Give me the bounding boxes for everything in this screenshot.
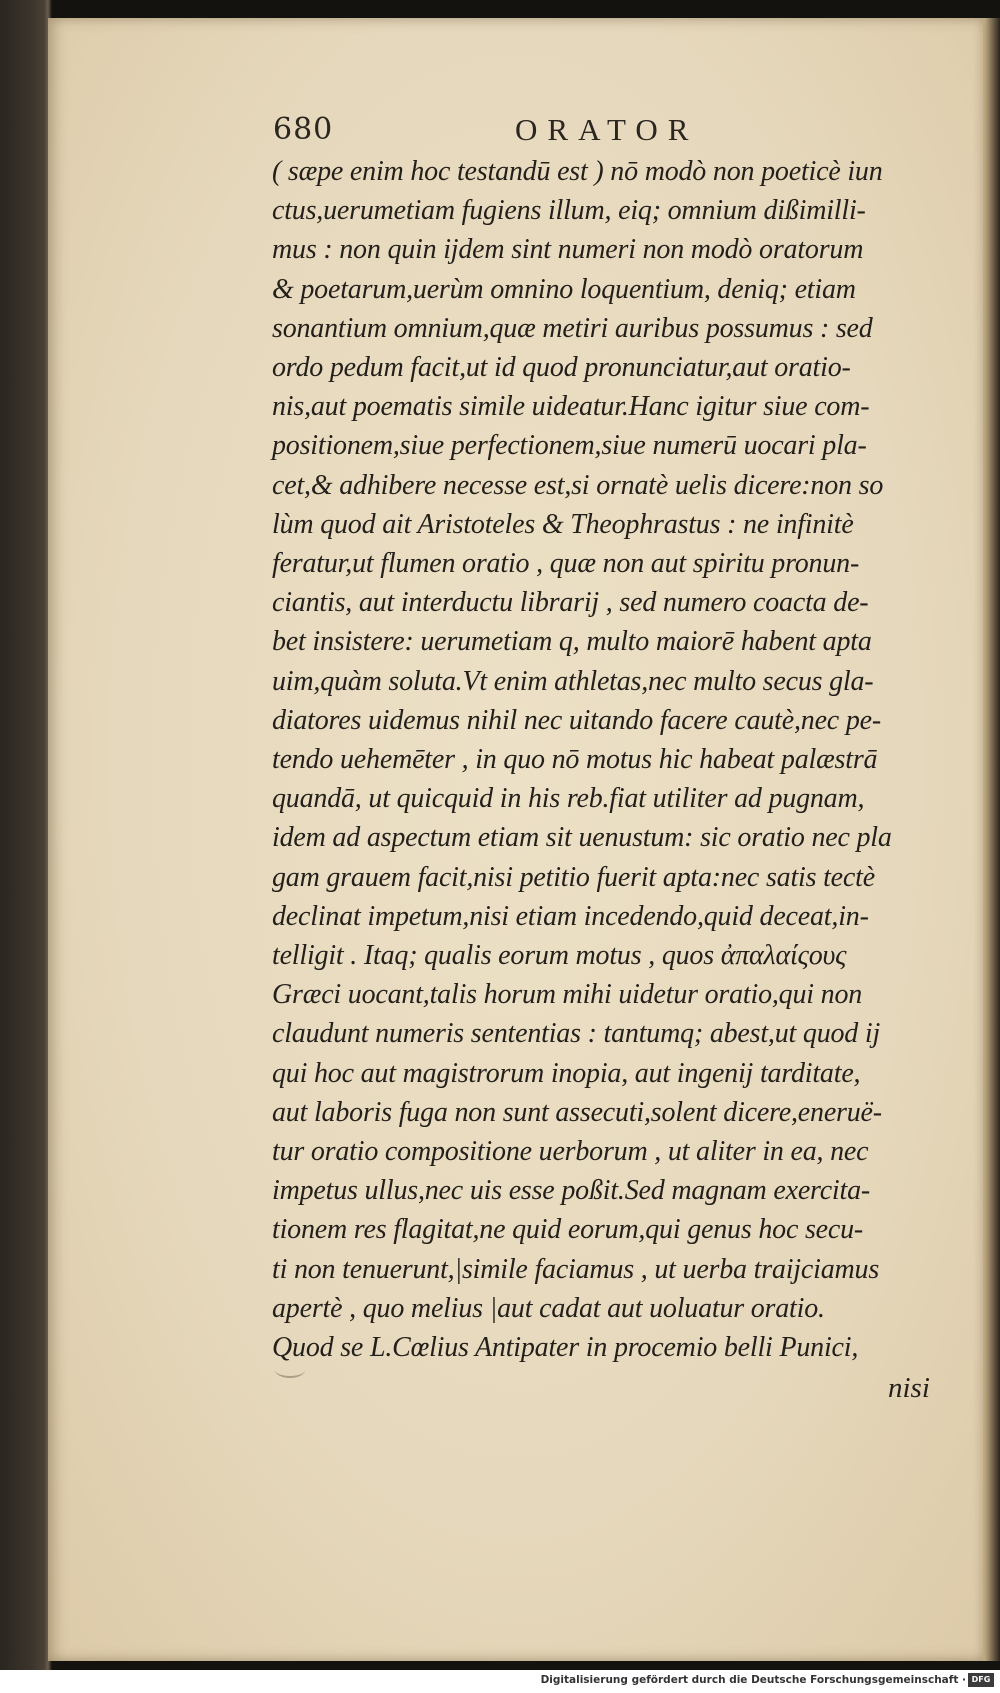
text-line: lùm quod ait Aristoteles & Theophrastus : ne infinitè — [272, 508, 854, 540]
footer-bar — [0, 1670, 1000, 1693]
funding-credit: Digitalisierung gefördert durch die Deutsche Forschungsgemeinschaft · — [540, 1674, 966, 1686]
text-line: impetus ullus,nec uis esse poßit.Sed magnam exercita- — [272, 1175, 871, 1207]
text-line: ciantis, aut interductu librarij , sed numero coacta de- — [272, 587, 869, 619]
text-line: ctus,uerumetiam fugiens illum, eiq; omnium dißimilli- — [272, 195, 866, 227]
text-line: & poetarum,uerùm omnino loquentium, deniq; etiam — [272, 273, 856, 305]
text-line: bet insistere: uerumetiam q, multo maiorē habent apta — [272, 626, 872, 658]
page-number: 680 — [273, 112, 334, 147]
dfg-logo-icon: DFG — [968, 1673, 994, 1687]
text-line: diatores uidemus nihil nec uitando facere cautè,nec pe- — [272, 704, 881, 736]
text-line: idem ad aspectum etiam sit uenustum: sic oratio nec pla — [272, 822, 892, 854]
text-line: sonantium omnium,quæ metiri auribus possumus : sed — [272, 312, 873, 344]
text-line: aut laboris fuga non sunt assecuti,solent dicere,eneruë- — [272, 1096, 882, 1128]
text-line: quandā, ut quicquid in his reb.fiat utiliter ad pugnam, — [272, 783, 865, 815]
text-line: uim,quàm soluta.Vt enim athletas,nec multo secus gla- — [272, 665, 874, 697]
text-line: ( sæpe enim hoc testandū est ) nō modò non poeticè iun — [272, 156, 883, 187]
text-line: claudunt numeris sententias : tantumq; abest,ut quod ij — [272, 1018, 881, 1050]
text-line: declinat impetum,nisi etiam incedendo,quid deceat,in- — [272, 900, 869, 932]
text-line: qui hoc aut magistrorum inopia, aut ingenij tarditate, — [272, 1057, 861, 1089]
text-line: tendo uehemēter , in quo nō motus hic habeat palæstrā — [272, 744, 878, 776]
text-line: tionem res flagitat,ne quid eorum,qui genus hoc secu- — [272, 1214, 864, 1246]
text-line: telligit . Itaq; qualis eorum motus , quos ἀπαλαίςους — [272, 940, 847, 972]
text-block — [272, 152, 940, 1367]
text-line: nis,aut poematis simile uideatur.Hanc igitur siue com- — [272, 391, 870, 423]
text-line: apertè , quo melius |aut cadat aut uoluatur oratio. — [272, 1292, 825, 1324]
catchword: nisi — [888, 1372, 930, 1404]
page-header — [273, 112, 933, 152]
text-line: cet,& adhibere necesse est,si ornatè uelis dicere:non so — [272, 469, 884, 501]
text-line: feratur,ut flumen oratio , quæ non aut spiritu pronun- — [272, 548, 860, 580]
text-line: positionem,siue perfectionem,siue numerū uocari pla- — [272, 430, 867, 462]
text-line: ti non tenuerunt,|simile faciamus , ut uerba traijciamus — [272, 1253, 880, 1285]
ink-smudge — [275, 1362, 305, 1378]
text-line: tur oratio compositione uerborum , ut aliter in ea, nec — [272, 1136, 869, 1168]
text-line: Quod se L.Cœlius Antipater in procemio belli Punici, — [272, 1332, 859, 1364]
text-line: gam grauem facit,nisi petitio fuerit apta:nec satis tectè — [272, 861, 875, 893]
running-title: ORATOR — [515, 112, 699, 147]
text-line: mus : non quin ijdem sint numeri non modò oratorum — [272, 234, 864, 266]
text-line: ordo pedum facit,ut id quod pronunciatur,aut oratio- — [272, 352, 851, 384]
text-line: Græci uocant,talis horum mihi uidetur oratio,qui non — [272, 979, 863, 1011]
